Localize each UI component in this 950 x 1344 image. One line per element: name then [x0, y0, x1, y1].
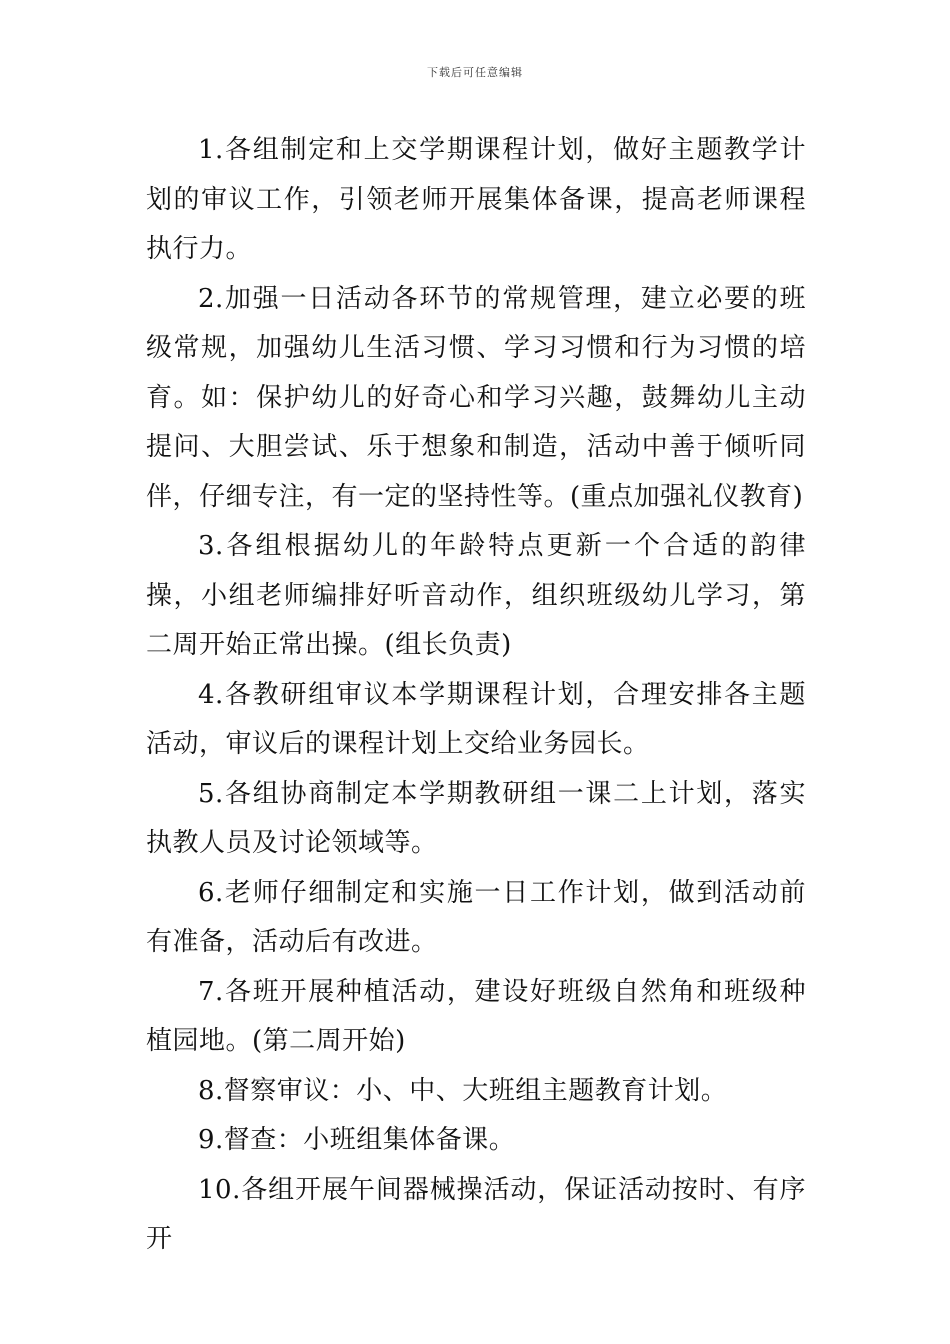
paragraph-1: 1.各组制定和上交学期课程计划，做好主题教学计划的审议工作，引领老师开展集体备课，提高老师课程执行力。 [146, 135, 806, 264]
document-body [146, 126, 806, 1265]
paragraph-2: 2.加强一日活动各环节的常规管理，建立必要的班级常规，加强幼儿生活习惯、学习习惯和行为习惯的培育。如：保护幼儿的好奇心和学习兴趣，鼓舞幼儿主动提问、大胆尝试、乐于想象和制造，活动中善于倾听同伴，仔细专注，有一定的坚持性等。(重点加强礼仪教育) [146, 283, 806, 512]
paragraph-5: 5.各组协商制定本学期教研组一课二上计划，落实执教人员及讨论领域等。 [146, 778, 806, 858]
paragraph-8: 8.督察审议：小、中、大班组主题教育计划。 [198, 1075, 728, 1106]
paragraph-4: 4.各教研组审议本学期课程计划，合理安排各主题活动，审议后的课程计划上交给业务园长。 [146, 679, 806, 759]
paragraph-9: 9.督查：小班组集体备课。 [198, 1125, 516, 1155]
paragraph-10: 10.各组开展午间器械操活动，保证活动按时、有序开 [146, 1174, 806, 1254]
paragraph-6: 6.老师仔细制定和实施一日工作计划，做到活动前有准备，活动后有改进。 [146, 877, 806, 957]
page-header-note: 下载后可任意编辑 [427, 66, 523, 79]
paragraph-3: 3.各组根据幼儿的年龄特点更新一个合适的韵律操，小组老师编排好听音动作，组织班级幼儿学习，第二周开始正常出操。(组长负责) [146, 531, 806, 660]
paragraph-7: 7.各班开展种植活动，建设好班级自然角和班级种植园地。(第二周开始) [146, 976, 806, 1056]
